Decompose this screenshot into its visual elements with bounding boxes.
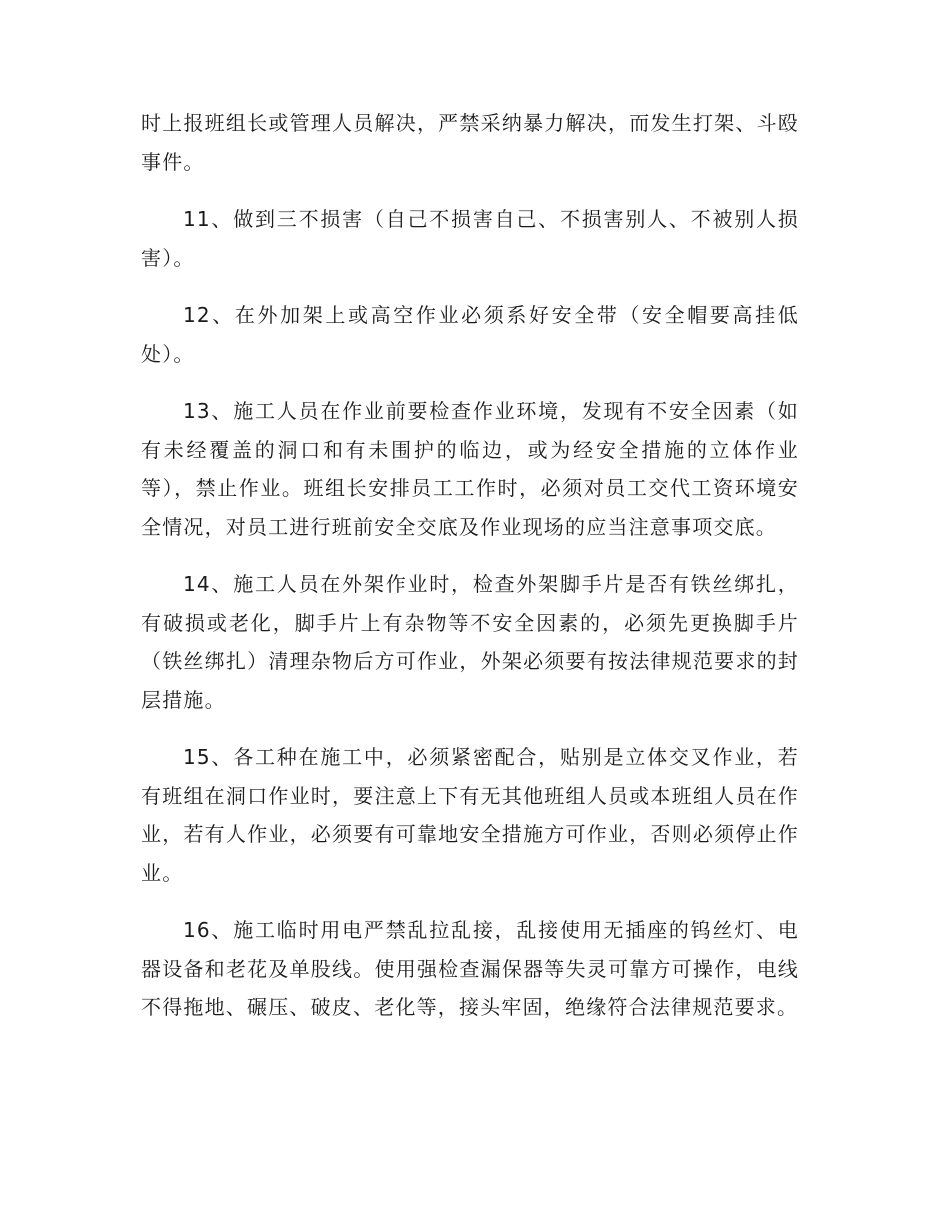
paragraph-item-15: 15、各工种在施工中，必须紧密配合，贴别是立体交叉作业，若有班组在洞口作业时，要注意上下有无其他班组人员或本班组人员在作业，若有人作业，必须要有可靠地安全措施方可作业，否则必须停止作业。 xyxy=(141,745,799,885)
document-page xyxy=(141,104,799,1046)
paragraph-item-12: 12、在外加架上或高空作业必须系好安全带（安全帽要高挂低处）。 xyxy=(141,303,799,366)
paragraph-item-11: 11、做到三不损害（自己不损害自己、不损害别人、不被别人损害）。 xyxy=(141,207,799,270)
paragraph-item-14: 14、施工人员在外架作业时，检查外架脚手片是否有铁丝绑扎，有破损或老化，脚手片上有杂物等不安全因素的，必须先更换脚手片（铁丝绑扎）清理杂物后方可作业，外架必须要有按法律规范要求的封层措施。 xyxy=(141,572,799,712)
paragraph-item-16: 16、施工临时用电严禁乱拉乱接，乱接使用无插座的钨丝灯、电器设备和老花及单股线。使用强检查漏保器等失灵可靠方可操作，电线不得拖地、碾压、破皮、老化等，接头牢固，绝缘符合法律规范要求。 xyxy=(141,918,799,1019)
paragraph-item-13: 13、施工人员在作业前要检查作业环境，发现有不安全因素（如有未经覆盖的洞口和有未围护的临边，或为经安全措施的立体作业等），禁止作业。班组长安排员工工作时，必须对员工交代工资环境安全情况，对员工进行班前安全交底及作业现场的应当注意事项交底。 xyxy=(141,399,799,539)
paragraph-continuation: 时上报班组长或管理人员解决，严禁采纳暴力解决，而发生打架、斗殴事件。 xyxy=(141,111,799,174)
